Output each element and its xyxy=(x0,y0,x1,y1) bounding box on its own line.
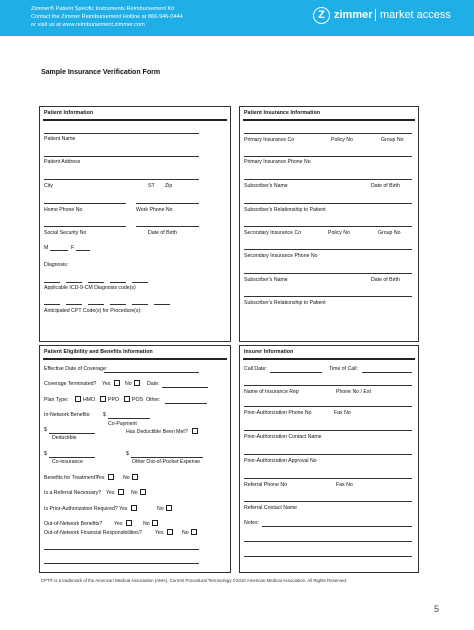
prior-auth-fax-label: Fax No xyxy=(334,410,351,416)
deductible-dollar-label: $ xyxy=(44,427,47,433)
prior-auth-required-no-label: No xyxy=(157,506,164,512)
notes-label: Notes: xyxy=(244,520,259,526)
referral-contact-label: Referral Contact Name xyxy=(244,505,298,511)
secondary-subscriber-label: Subscriber's Name xyxy=(244,277,288,283)
secondary-subscriber-line[interactable] xyxy=(244,273,412,274)
prior-auth-required-yes-checkbox[interactable] xyxy=(131,505,137,511)
secondary-group-label: Group No xyxy=(378,230,401,236)
prior-auth-required-no-checkbox[interactable] xyxy=(166,505,172,511)
primary-group-label: Group No xyxy=(381,137,404,143)
oon-financial-yes-label: Yes xyxy=(155,530,164,536)
prior-auth-required-label: Is Prior-Authorization Required? xyxy=(44,506,118,512)
brand-divider xyxy=(375,9,376,21)
male-label: M xyxy=(44,245,49,251)
form-title: Sample Insurance Verification Form xyxy=(41,69,161,76)
zimmer-logo-icon: Z xyxy=(313,7,330,24)
prior-auth-required-yes-label: Yes xyxy=(119,506,128,512)
ssn-line[interactable] xyxy=(44,226,126,227)
time-of-call-line[interactable] xyxy=(362,372,412,373)
oon-benefits-yes-checkbox[interactable] xyxy=(126,520,132,526)
primary-subscriber-line[interactable] xyxy=(244,179,412,180)
insurance-rep-line[interactable] xyxy=(244,385,412,386)
primary-subscriber-dob-label: Date of Birth xyxy=(371,183,400,189)
state-label: ST xyxy=(148,183,155,189)
city-state-zip-line[interactable] xyxy=(44,179,199,180)
notes-line-1[interactable] xyxy=(262,526,412,527)
prior-auth-phone-line[interactable] xyxy=(244,406,412,407)
icd-code-line-3[interactable] xyxy=(88,282,104,283)
patient-address-line[interactable] xyxy=(44,156,199,157)
prior-auth-phone-label: Prior-Authorization Phone No xyxy=(244,410,312,416)
other-oop-label: Other Out-of-Pocket Expense xyxy=(132,459,201,465)
referral-fax-label: Fax No xyxy=(336,482,353,488)
section-rule xyxy=(243,119,415,121)
eligibility-benefits-title: Patient Eligibility and Benefits Information xyxy=(44,349,153,355)
brand-subtitle: market access xyxy=(380,9,451,21)
call-date-label: Call Date: xyxy=(244,366,267,372)
prior-auth-approval-label: Prior-Authorization Approval No xyxy=(244,458,317,464)
section-rule xyxy=(43,358,227,360)
referral-phone-line[interactable] xyxy=(244,478,412,479)
male-line[interactable] xyxy=(50,250,68,251)
plan-ppo-checkbox[interactable] xyxy=(100,396,106,402)
icd-code-line-5[interactable] xyxy=(132,282,148,283)
referral-contact-line[interactable] xyxy=(244,501,412,502)
oon-financial-yes-checkbox[interactable] xyxy=(167,529,173,535)
patient-address-label: Patient Address xyxy=(44,159,81,165)
oon-financial-label: Out-of-Network Financial Responsibilities? xyxy=(44,530,142,536)
home-phone-label: Home Phone No xyxy=(44,207,83,213)
insurer-information-title: Insurer Information xyxy=(244,349,294,355)
benefits-treatment-no-label: No xyxy=(123,475,130,481)
referral-necessary-yes-label: Yes xyxy=(106,490,115,496)
plan-ppo-label: PPO xyxy=(108,397,119,403)
secondary-subscriber-dob-label: Date of Birth xyxy=(371,277,400,283)
primary-relationship-label: Subscriber's Relationship to Patient xyxy=(244,207,326,213)
female-label: F xyxy=(71,245,75,251)
plan-type-label: Plan Type: xyxy=(44,397,69,403)
oon-benefits-no-label: No xyxy=(143,521,150,527)
deductible-line[interactable] xyxy=(49,433,95,434)
primary-subscriber-label: Subscriber's Name xyxy=(244,183,288,189)
prior-auth-approval-line[interactable] xyxy=(244,454,412,455)
eligibility-notes-line-2[interactable] xyxy=(44,563,199,564)
plan-hmo-label: HMO xyxy=(83,397,96,403)
oon-benefits-label: Out-of-Network Benefits? xyxy=(44,521,103,527)
header-kit-title: Zimmer® Patient Specific Instruments Reimbursement Kit xyxy=(31,6,175,12)
termination-date-label: Date: xyxy=(147,381,160,387)
section-rule xyxy=(243,358,415,360)
primary-policy-label: Policy No xyxy=(331,137,353,143)
primary-relationship-line[interactable] xyxy=(244,203,412,204)
copay-label: Co-Payment xyxy=(108,421,137,427)
header-banner xyxy=(0,0,474,36)
coinsurance-line[interactable] xyxy=(49,457,95,458)
rep-phone-label: Phone No / Ext xyxy=(336,389,371,395)
brand-name: zimmer xyxy=(334,9,373,21)
page-number: 5 xyxy=(434,604,440,614)
oon-financial-no-checkbox[interactable] xyxy=(191,529,197,535)
coverage-terminated-no-label: No xyxy=(125,381,132,387)
cpt-code-line-2[interactable] xyxy=(66,304,82,305)
section-rule xyxy=(43,119,227,121)
notes-line-2[interactable] xyxy=(244,541,412,542)
patient-insurance-title: Patient Insurance Information xyxy=(244,110,321,116)
home-phone-line[interactable] xyxy=(44,203,126,204)
dob-line[interactable] xyxy=(136,226,199,227)
cpt-code-line-4[interactable] xyxy=(110,304,126,305)
other-oop-dollar-label: $ xyxy=(126,451,129,457)
oon-benefits-no-checkbox[interactable] xyxy=(152,520,158,526)
primary-phone-label: Primary Insurance Phone No xyxy=(244,159,311,165)
benefits-treatment-label: Benefits for Treatment? xyxy=(44,475,98,481)
dob-label: Date of Birth xyxy=(148,230,177,236)
copay-dollar-label: $ xyxy=(103,412,106,418)
coverage-terminated-yes-label: Yes xyxy=(102,381,111,387)
cpt-code-line-1[interactable] xyxy=(44,304,60,305)
primary-insurance-label: Primary Insurance Co xyxy=(244,137,295,143)
diagnosis-label: Diagnosis: xyxy=(44,262,69,268)
coverage-terminated-yes-checkbox[interactable] xyxy=(114,380,120,386)
insurance-rep-label: Name of Insurance Rep xyxy=(244,389,299,395)
secondary-relationship-line[interactable] xyxy=(244,296,412,297)
referral-phone-label: Referral Phone No xyxy=(244,482,287,488)
coinsurance-dollar-label: $ xyxy=(44,451,47,457)
benefits-treatment-yes-label: Yes xyxy=(96,475,105,481)
secondary-insurance-line[interactable] xyxy=(244,226,412,227)
time-of-call-label: Time of Call: xyxy=(329,366,358,372)
in-network-label: In-Network Benefits: xyxy=(44,412,91,418)
secondary-policy-label: Policy No xyxy=(328,230,350,236)
referral-necessary-no-label: No xyxy=(131,490,138,496)
oon-benefits-yes-label: Yes xyxy=(114,521,123,527)
referral-necessary-yes-checkbox[interactable] xyxy=(118,489,124,495)
deductible-met-label: Has Deductible Been Met? xyxy=(126,429,188,435)
icd-code-line-2[interactable] xyxy=(66,282,82,283)
other-oop-line[interactable] xyxy=(131,457,203,458)
benefits-treatment-yes-checkbox[interactable] xyxy=(108,474,114,480)
effective-date-label: Effective Date of Coverage: xyxy=(44,366,108,372)
prior-auth-contact-line[interactable] xyxy=(244,430,412,431)
icd-code-line-4[interactable] xyxy=(110,282,126,283)
termination-date-line[interactable] xyxy=(162,387,208,388)
cpt-code-line-5[interactable] xyxy=(132,304,148,305)
cpt-code-line-6[interactable] xyxy=(154,304,170,305)
work-phone-label: Work Phone No xyxy=(136,207,173,213)
city-label: City xyxy=(44,183,53,189)
deductible-label: Deductible xyxy=(52,435,77,441)
deductible-met-checkbox[interactable] xyxy=(192,428,198,434)
icd-code-line-1[interactable] xyxy=(44,282,60,283)
primary-phone-line[interactable] xyxy=(244,156,412,157)
patient-name-label: Patient Name xyxy=(44,136,76,142)
coverage-terminated-label: Coverage Terminated? xyxy=(44,381,97,387)
primary-insurance-line[interactable] xyxy=(244,133,412,134)
referral-necessary-no-checkbox[interactable] xyxy=(140,489,146,495)
work-phone-line[interactable] xyxy=(136,203,199,204)
secondary-insurance-label: Secondary Insurance Co xyxy=(244,230,302,236)
plan-pos-label: POS xyxy=(132,397,143,403)
cpt-code-line-3[interactable] xyxy=(88,304,104,305)
cpt-trademark-footnote: CPT® is a trademark of the American Medical Association (AMA). Current Procedural Terminology ©2010 American Medical Association. All Rights Reserved. xyxy=(41,578,348,583)
plan-hmo-checkbox[interactable] xyxy=(75,396,81,402)
coinsurance-label: Co-insurance xyxy=(52,459,83,465)
notes-line-3[interactable] xyxy=(244,556,412,557)
header-website: or visit us at www.reimbursement.zimmer.com xyxy=(31,22,145,28)
referral-necessary-label: Is a Referral Necessary? xyxy=(44,490,102,496)
plan-pos-checkbox[interactable] xyxy=(124,396,130,402)
patient-name-line[interactable] xyxy=(44,133,199,134)
call-date-line[interactable] xyxy=(270,372,322,373)
benefits-treatment-no-checkbox[interactable] xyxy=(132,474,138,480)
secondary-relationship-label: Subscriber's Relationship to Patient xyxy=(244,300,326,306)
ssn-label: Social Security No xyxy=(44,230,87,236)
coverage-terminated-no-checkbox[interactable] xyxy=(134,380,140,386)
patient-information-title: Patient Information xyxy=(44,110,94,116)
eligibility-notes-line-1[interactable] xyxy=(44,549,199,550)
female-line[interactable] xyxy=(76,250,90,251)
plan-other-label: Other: xyxy=(146,397,161,403)
zip-label: Zip xyxy=(165,183,173,189)
oon-financial-no-label: No xyxy=(182,530,189,536)
secondary-phone-line[interactable] xyxy=(244,249,412,250)
icd-label: Applicable ICD-9-CM Diagnosis code(s) xyxy=(44,285,136,291)
cpt-label: Anticipated CPT Code(s) for Procedure(s): xyxy=(44,308,142,314)
prior-auth-contact-label: Prior-Authorization Contact Name xyxy=(244,434,322,440)
header-hotline: Contact the Zimmer Reimbursement Hotline at 866-946-0444 xyxy=(31,14,183,20)
plan-other-line[interactable] xyxy=(165,403,207,404)
secondary-phone-label: Secondary Insurance Phone No xyxy=(244,253,318,259)
effective-date-line[interactable] xyxy=(104,372,199,373)
copay-line[interactable] xyxy=(108,418,150,419)
